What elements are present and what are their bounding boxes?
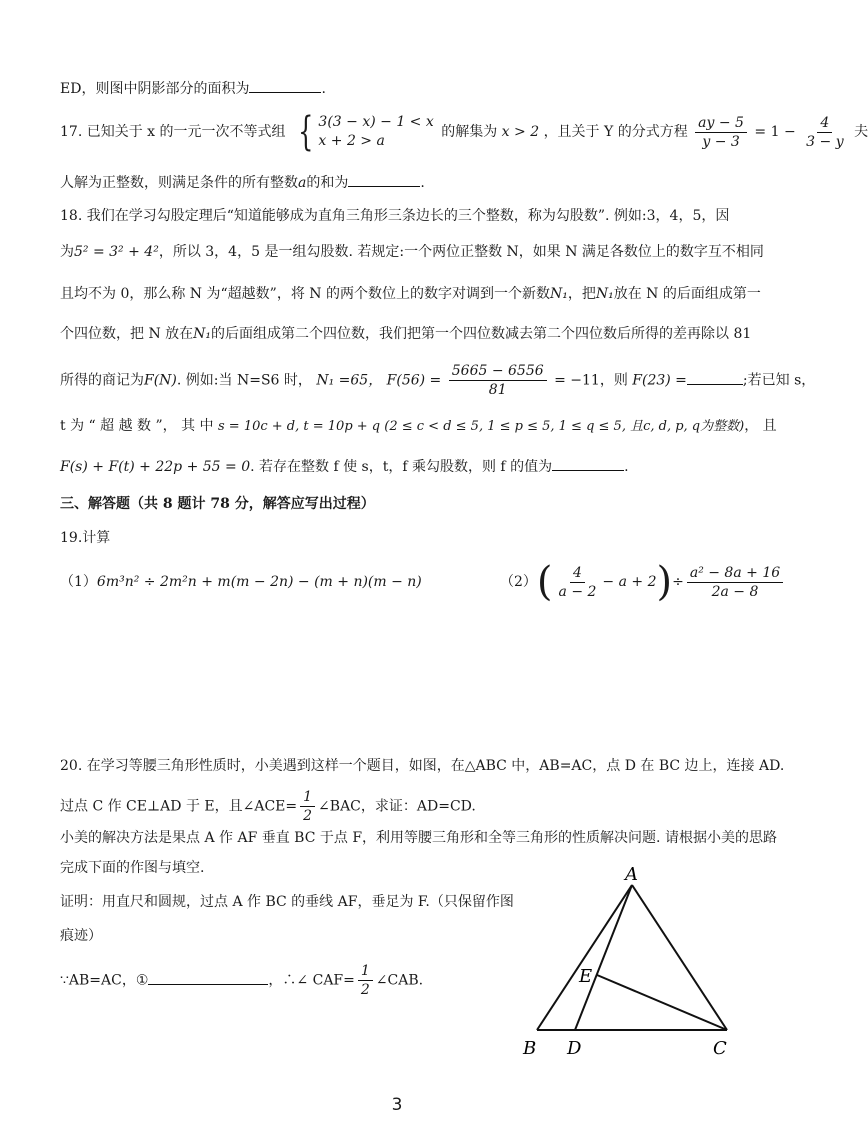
q20-line1: 20. 在学习等腰三角形性质时，小美遇到这样一个题目，如图，在△ABC 中，AB=AC，点 D 在 BC 边上，连接 AD.	[60, 758, 785, 774]
answer-blank[interactable]	[552, 456, 624, 471]
q18-line5: 所得的商记为F(N). 例如:当 N=S6 时， N₁ =65， F(56) = $\frac{5665 - 6556}{81}$ = −11，则 F(23) = ;若已知 s，	[60, 363, 816, 398]
page-number: 3	[391, 1095, 403, 1115]
inequality-system: { 3(3 − x) − 1 < x x + 2 > a	[298, 109, 434, 155]
q19-part2: （2）( $\frac{4}{a - 2}$ − a + 2)÷ $\frac{\text{a² − 8a + 16}}{2a - 8}$	[500, 562, 786, 602]
answer-blank[interactable]	[687, 370, 743, 385]
answer-blank[interactable]	[148, 970, 268, 985]
triangle-figure	[515, 860, 745, 1065]
q18-line6: t 为 “ 超 越 数 ”， 其 中 s = 10c + d, t = 10p + q (2 ≤ c < d ≤ 5, 1 ≤ p ≤ 5, 1 ≤ q ≤ 5, 且c, d, p, q为整数)， 且	[60, 418, 777, 434]
q18-line1: 18. 我们在学习勾股定理后“知道能够成为直角三角形三条边长的三个整数，称为勾股数”. 例如:3，4，5，因	[60, 208, 730, 224]
side-ac	[632, 885, 727, 1030]
q18-line4: 个四位数，把 N 放在N₁的后面组成第二个四位数，我们把第一个四位数减去第二个四位数后所得的差再除以 81	[60, 326, 752, 342]
label-c: C	[713, 1038, 727, 1059]
section-heading: 三、解答题（共 8 题计 78 分，解答应写出过程）	[60, 496, 375, 512]
q17-line2: 人解为正整数，则满足条件的所有整数a的和为 .	[60, 172, 425, 193]
q19-part1: （1）6m³n² ÷ 2m²n + m(m − 2n) − (m + n)(m − n)	[60, 574, 422, 590]
q20-line4: 完成下面的作图与填空.	[60, 860, 205, 876]
q18-line3: 且均不为 0，那么称 N 为“超越数”，将 N 的两个数位上的数字对调到一个新数N₁，把N₁放在 N 的后面组成第一	[60, 286, 761, 302]
label-d: D	[567, 1038, 582, 1059]
q19-title: 19.计算	[60, 530, 111, 546]
q20-line2: 过点 C 作 CE⊥AD 于 E，且∠ACE= $\frac{1}{2}$ ∠BAC，求证：AD=CD.	[60, 789, 476, 824]
q20-line7: ∵AB=AC，① ，∴∠ CAF= $\frac{1}{2}$ ∠CAB.	[60, 963, 424, 998]
answer-blank[interactable]	[348, 172, 420, 187]
q17-line1: 17. 已知关于 x 的一元一次不等式组 { 3(3 − x) − 1 < x x + 2 > a 的解集为 x > 2 ，且关于 Y 的分式方程 $\frac{ay - 5}{y - 3}$ = 1 − $\frac{4}{3 - y}$ 夫	[60, 109, 868, 155]
q20-line5: 证明：用直尺和圆规，过点 A 作 BC 的垂线 AF，垂足为 F.（只保留作图	[60, 894, 514, 910]
q18-line2: 为5² = 3² + 4²，所以 3，4，5 是一组勾股数. 若规定:一个两位正整数 N，如果 N 满足各数位上的数字互不相同	[60, 244, 764, 260]
answer-blank[interactable]	[249, 78, 321, 93]
label-e: E	[579, 966, 593, 987]
q20-line6: 痕迹）	[60, 928, 102, 944]
q18-line7: F(s) + F(t) + 22p + 55 = 0. 若存在整数 f 使 s，t，f 乘勾股数，则 f 的值为 .	[60, 456, 629, 477]
label-b: B	[523, 1038, 537, 1059]
q20-line3: 小美的解决方法是果点 A 作 AF 垂直 BC 于点 F，利用等腰三角形和全等三角形的性质解决问题. 请根据小美的思路	[60, 830, 777, 846]
q16-tail: ED，则图中阴影部分的面积为 .	[60, 78, 326, 99]
label-a: A	[625, 864, 638, 885]
segment-ce	[597, 975, 727, 1030]
